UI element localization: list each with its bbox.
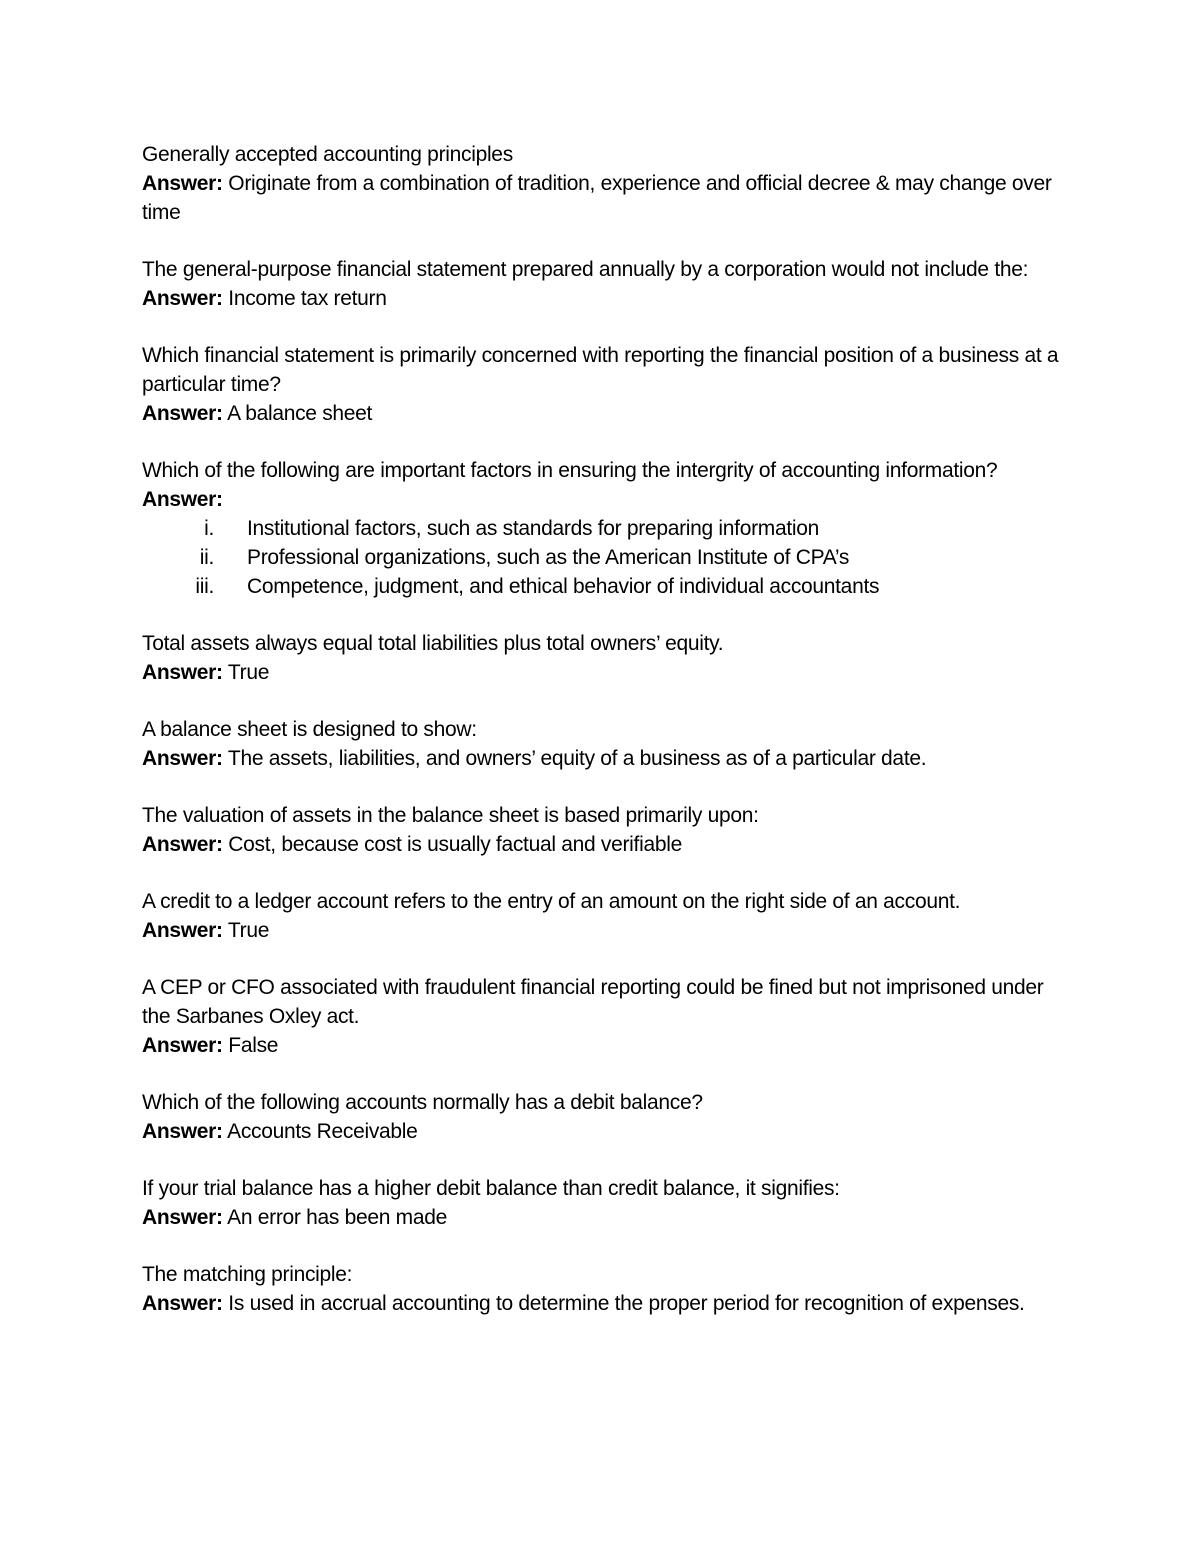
answer-label: Answer: <box>142 488 223 511</box>
answer-line <box>142 284 1062 313</box>
answer-list <box>142 514 1062 601</box>
qa-item <box>142 973 1062 1060</box>
answer-label: Answer: <box>142 1206 223 1229</box>
answer-line <box>142 744 1062 773</box>
question-text: Generally accepted accounting principles <box>142 143 513 166</box>
answer-line <box>142 485 1062 514</box>
qa-item <box>142 456 1062 601</box>
question-text: A CEP or CFO associated with fraudulent financial reporting could be fined but not imprisoned under the Sarbanes Oxley act. <box>142 976 1044 1028</box>
question-text: If your trial balance has a higher debit balance than credit balance, it signifies: <box>142 1177 840 1200</box>
qa-item <box>142 887 1062 945</box>
answer-text: Cost, because cost is usually factual and verifiable <box>222 833 682 856</box>
qa-item <box>142 1088 1062 1146</box>
qa-item <box>142 801 1062 859</box>
answer-label: Answer: <box>142 661 223 684</box>
list-item-text: Professional organizations, such as the American Institute of CPA’s <box>247 546 850 569</box>
document-page <box>142 140 1062 1346</box>
answer-line <box>142 916 1062 945</box>
list-item <box>142 572 1062 601</box>
answer-line <box>142 1203 1062 1232</box>
answer-text: An error has been made <box>222 1206 448 1229</box>
answer-label: Answer: <box>142 402 223 425</box>
list-item <box>142 514 1062 543</box>
answer-label: Answer: <box>142 747 223 770</box>
question-text: The general-purpose financial statement prepared annually by a corporation would not include the: <box>142 258 1029 281</box>
qa-item <box>142 715 1062 773</box>
list-item-number: iii. <box>195 575 214 598</box>
answer-text: A balance sheet <box>222 402 373 425</box>
answer-label: Answer: <box>142 833 223 856</box>
answer-label: Answer: <box>142 172 223 195</box>
question-text: The matching principle: <box>142 1263 353 1286</box>
answer-text: Is used in accrual accounting to determine the proper period for recognition of expenses. <box>222 1292 1025 1315</box>
answer-line <box>142 1289 1062 1318</box>
answer-line <box>142 830 1062 859</box>
answer-line <box>142 658 1062 687</box>
answer-text: True <box>222 661 270 684</box>
qa-item <box>142 1260 1062 1318</box>
answer-label: Answer: <box>142 287 223 310</box>
answer-text: True <box>222 919 270 942</box>
qa-item <box>142 140 1062 227</box>
question-text: A balance sheet is designed to show: <box>142 718 477 741</box>
answer-label: Answer: <box>142 1292 223 1315</box>
qa-item <box>142 629 1062 687</box>
question-text: Which financial statement is primarily concerned with reporting the financial position of a business at a particular time? <box>142 344 1059 396</box>
question-text: Which of the following are important factors in ensuring the intergrity of accounting information? <box>142 459 998 482</box>
list-item <box>142 543 1062 572</box>
list-item-number: i. <box>204 517 214 540</box>
answer-text: Accounts Receivable <box>222 1120 418 1143</box>
answer-line <box>142 1117 1062 1146</box>
answer-text: Income tax return <box>222 287 387 310</box>
question-text: Total assets always equal total liabilities plus total owners’ equity. <box>142 632 724 655</box>
question-text: Which of the following accounts normally has a debit balance? <box>142 1091 703 1114</box>
answer-line <box>142 1031 1062 1060</box>
answer-text: False <box>222 1034 279 1057</box>
qa-item <box>142 255 1062 313</box>
qa-item <box>142 341 1062 428</box>
answer-label: Answer: <box>142 1034 223 1057</box>
qa-item <box>142 1174 1062 1232</box>
list-item-number: ii. <box>199 546 214 569</box>
list-item-text: Institutional factors, such as standards for preparing information <box>247 517 820 540</box>
list-item-text: Competence, judgment, and ethical behavior of individual accountants <box>247 575 880 598</box>
answer-label: Answer: <box>142 919 223 942</box>
question-text: A credit to a ledger account refers to the entry of an amount on the right side of an account. <box>142 890 961 913</box>
answer-text: The assets, liabilities, and owners’ equity of a business as of a particular date. <box>222 747 927 770</box>
answer-line <box>142 169 1062 227</box>
question-text: The valuation of assets in the balance sheet is based primarily upon: <box>142 804 759 827</box>
answer-label: Answer: <box>142 1120 223 1143</box>
answer-text: Originate from a combination of tradition, experience and official decree & may change over time <box>142 172 1052 224</box>
answer-line <box>142 399 1062 428</box>
